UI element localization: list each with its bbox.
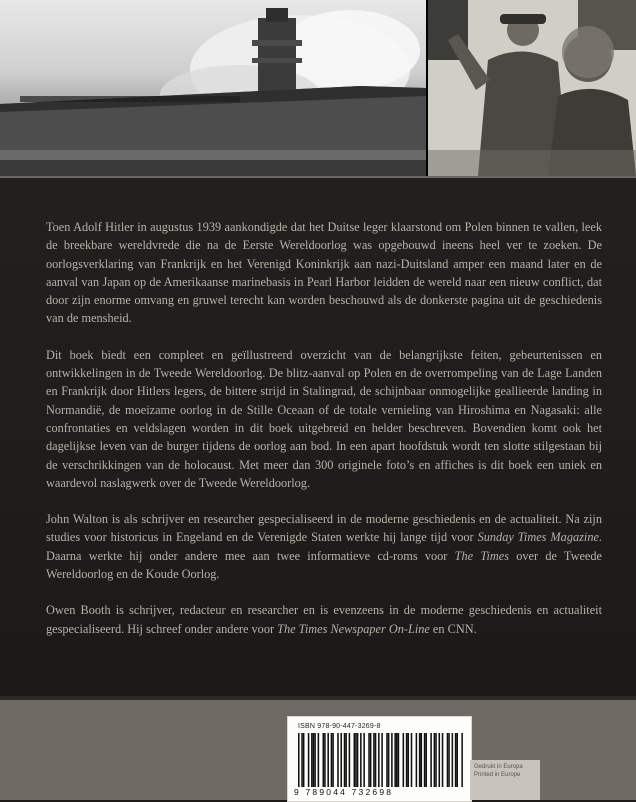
barcode-bar (391, 733, 393, 787)
text-segment: Toen Adolf Hitler in augustus 1939 aankondigde dat het Duitse leger klaarstond om Polen binnen te vallen, leek de breekbare wereldvrede die na de Eerste Wereldoorlog was opgebouwd ineens heel ver te zoeken. De oorlogsverklaring van Frankrijk en het Verenigd Koninkrijk aan nazi-Duitsland amper een maand later en de aanval van Japan op de Amerikaanse marinebasis in Pearl Harbor leidden de wereld naar een nieuw conflict, dat door zijn enorme omvang en gruwel terecht kan worden beschouwd als de donkerste pagina uit de geschiedenis van de mensheid. (46, 220, 602, 326)
text-segment: en CNN. (429, 621, 477, 636)
barcode-bar (435, 733, 437, 787)
barcode-bar (344, 733, 346, 787)
barcode-bar (363, 733, 365, 787)
barcode-bar (313, 733, 315, 787)
barcode-bar (311, 733, 313, 787)
barcode-bar (416, 733, 418, 787)
barcode-bar (303, 733, 305, 787)
barcode-bar (314, 733, 316, 787)
paragraph-author-walton (46, 510, 602, 583)
barcode-bar (375, 733, 377, 787)
barcode-bar (394, 733, 396, 787)
blurb-text (46, 218, 602, 656)
isbn-label: ISBN 978-90-447-3269-8 (298, 723, 381, 730)
barcode-bar (301, 733, 303, 787)
barcode-bar (442, 733, 444, 787)
barcode-digits: 9 789044 732698 (294, 787, 394, 797)
text-segment: Dit boek biedt een compleet en geïllustreerd overzicht van de belangrijkste feiten, gebeurtenissen en ontwikkelingen in de Tweede Wereldoorlog. De blitz-aanval op Polen en de overrompeling van de Lage Landen en Frankrijk door Hitlers legers, de bittere strijd in Stalingrad, de schijnbaar onmogelijke geallieerde landing in Normandië, de moeizame oorlog in de Stille Oceaan of de totale vernieling van Hiroshima en Nagasaki: alle confrontaties en veldslagen worden in dit boek uitgebreid en helder beschreven. Bovendien komt ook het dagelijkse leven van de burger tijdens de oorlog aan bod. In een apart hoofdstuk wordt ten slotte stilgestaan bij de verschrikkingen van de holocaust. Met meer dan 300 originele foto’s en affiches is dit boek een uniek en waardevol naslagwerk over de Tweede Wereldoorlog. (46, 347, 602, 490)
text-segment: Sunday Times Magazine (477, 530, 599, 545)
barcode-bar (411, 733, 413, 787)
barcode-bar (349, 733, 351, 787)
paragraph-intro (46, 218, 602, 328)
barcode-bar (340, 733, 342, 787)
barcode-bar (360, 733, 362, 787)
barcode-bar (461, 733, 463, 787)
barcode-bar (323, 733, 325, 787)
barcode-bar (368, 733, 370, 787)
barcode-bar (345, 733, 347, 787)
barcode-bar (455, 733, 457, 787)
barcode-bar (439, 733, 441, 787)
barcode-bar (406, 733, 408, 787)
aircraft-carrier-illustration (0, 0, 426, 176)
barcode-bar (419, 733, 421, 787)
barcode-bar (324, 733, 326, 787)
barcode-bar (425, 733, 427, 787)
paragraph-author-booth (46, 601, 602, 638)
barcode-bar (407, 733, 409, 787)
soldiers-photo (428, 0, 636, 176)
barcode-bar (370, 733, 372, 787)
soldiers-illustration (428, 0, 636, 176)
barcode-bar (373, 733, 375, 787)
barcode-bar (298, 733, 300, 787)
text-segment: The Times (454, 548, 510, 563)
barcode-bar (403, 733, 405, 787)
barcode-bar (331, 733, 333, 787)
barcode-bar (447, 733, 449, 787)
barcode-icon (298, 733, 463, 787)
text-segment: John Walton is als schrijver en researcher gespecialiseerd in de moderne geschiedenis en de actualiteit. Na zijn studies voor historicus in Engeland en de Verenigde Staten werkte hij lange tijd voor (46, 512, 602, 545)
barcode-bar (452, 733, 454, 787)
barcode-bar (354, 733, 356, 787)
barcode-bar (357, 733, 359, 787)
barcode-bar (424, 733, 426, 787)
paragraph-content (46, 346, 602, 492)
barcode-bar (448, 733, 450, 787)
barcode-bar (421, 733, 423, 787)
barcode-bar (396, 733, 398, 787)
barcode-bar (386, 733, 388, 787)
text-segment: over de Tweede Wereldoorlog en de Koude Oorlog. (46, 548, 602, 582)
barcode-bar (332, 733, 334, 787)
aircraft-carrier-photo (0, 0, 426, 176)
barcode-bar (355, 733, 357, 787)
barcode-bar (308, 733, 310, 787)
barcode-bar (434, 733, 436, 787)
barcode-bar (456, 733, 458, 787)
barcode-bar (378, 733, 380, 787)
barcode-bar (381, 733, 383, 787)
barcode-bar (327, 733, 329, 787)
barcode-bar (337, 733, 339, 787)
barcode-bar (388, 733, 390, 787)
barcode-box (287, 716, 472, 802)
barcode-bar (398, 733, 400, 787)
text-segment: Owen Booth is schrijver, redacteur en researcher en is evenzeens in de moderne geschiedenis en actualiteit gespecialiseerd. Hij schreef onder andere voor (46, 603, 602, 636)
photo-strip (0, 0, 636, 176)
barcode-bar (318, 733, 320, 787)
barcode-bar (430, 733, 432, 787)
divider-line (0, 176, 636, 178)
text-segment: The Times Newspaper On-Line (277, 621, 430, 636)
text-segment: . Daarna werkte hij onder andere mee aan twee informatieve cd-roms voor (46, 530, 602, 563)
print-sticker: Gedrukt in Europa Printed in Europe (470, 760, 540, 800)
